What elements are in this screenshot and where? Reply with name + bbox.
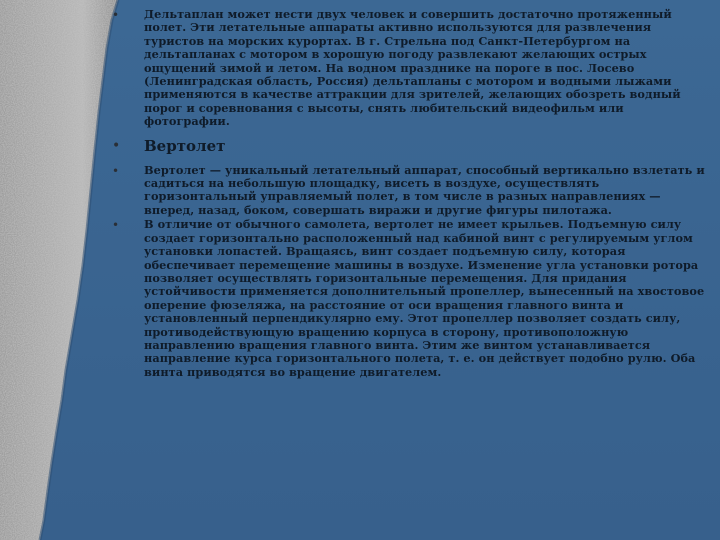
paragraph-helicopter-intro: Вертолет — уникальный летательный аппарат, способный вертикально взлетать и садиться на небольшую площадку, висеть в воздухе, осуществлять горизонтальный управляемый полет, в том числе в разных направлениях — вперед, назад, боком, совершать виражи и другие фигуры пилотажа.: [144, 162, 705, 217]
bullet-marker: •: [112, 163, 120, 178]
paragraph-helicopter-rotor: В отличие от обычного самолета, вертолет не имеет крыльев. Подъемную силу создает горизонтально расположенный над кабиной винт с регулируемым углом установки лопастей. Вращаясь, винт создает подъемную силу, которая обеспечивает перемещение машины в воздухе. Изменение угла установки ротора позволяет осуществлять горизонтальные перемещения. Для придания устойчивости применяется дополнительный пропеллер, вынесенный на хвостовое оперение фюзеляжа, на расстояние от оси вращения главного винта и установленный перпендикулярно ему. Этот пропеллер позволяет создать силу, противодействующую вращению корпуса в сторону, противоположную направлению вращения главного винта. Этим же винтом устанавливается направление курса горизонтального полета, т. е. он действует подобно рулю. Оба винта приводятся во вращение двигателем.: [144, 217, 705, 379]
bullet-item: [110, 218, 712, 379]
bullet-marker: •: [112, 137, 121, 154]
bullet-item: [110, 137, 712, 155]
bullet-item: [110, 8, 712, 129]
paragraph-hang-glider: Дельтаплан может нести двух человек и совершить достаточно протяженный полет. Эти летательные аппараты активно используются для развлечения туристов на морских курортах. В г. Стрельна под Санкт-Петербургом на дельтапланах с мотором в хорошую погоду развлекают желающих острых ощущений зимой и летом. На водном празднике на пороге в пос. Лосево (Ленинградская область, Россия) дельтапланы с мотором и водными лыжами применяются в качестве аттракции для зрителей, желающих обозреть водный порог и соревнования с высоты, снять любительский видеофильм или фотографии.: [144, 7, 681, 129]
bullet-item: [110, 164, 712, 218]
slide-content: [110, 8, 712, 538]
section-heading-helicopter: Вертолет: [144, 136, 226, 155]
bullet-marker: •: [112, 218, 120, 233]
bullet-marker: •: [112, 8, 120, 22]
